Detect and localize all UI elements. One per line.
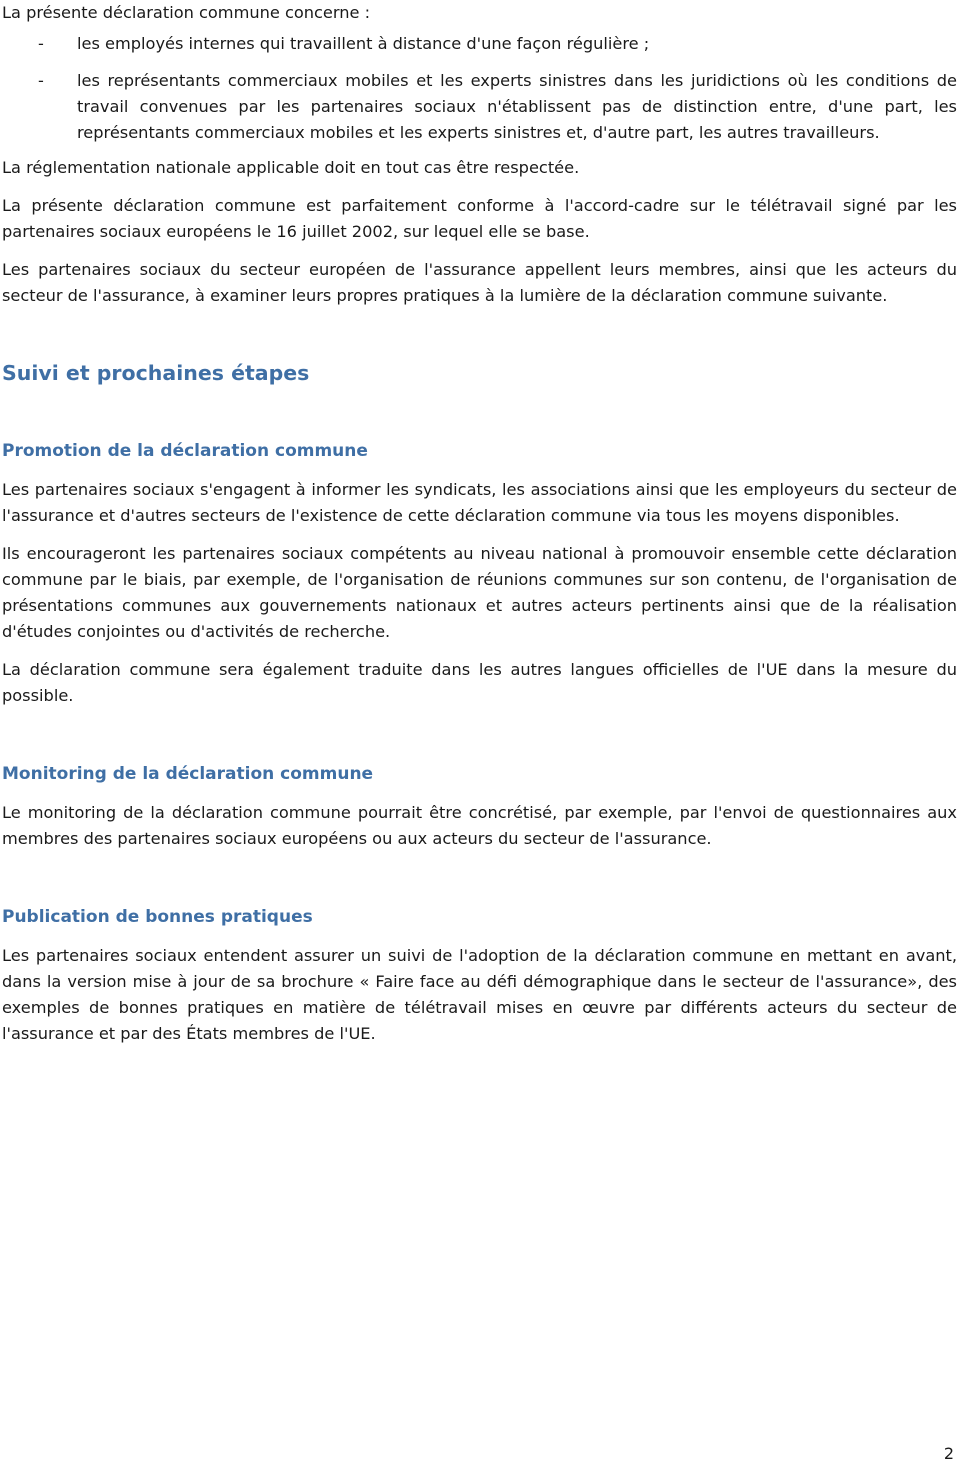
document-body [2, 0, 957, 1047]
list-bullet: - [38, 34, 44, 53]
list-item [2, 31, 957, 57]
list-bullet: - [38, 71, 44, 90]
scope-list [2, 31, 957, 146]
subsection-heading: Promotion de la déclaration commune [2, 441, 368, 461]
section-heading: Suivi et prochaines étapes [2, 361, 310, 385]
page-number: 2 [943, 1444, 954, 1463]
paragraph: Les partenaires sociaux du secteur européen de l'assurance appellent leurs membres, ainsi que les acteurs du secteur de l'assurance, à examiner leurs propres pratiques à la lumière de la déclaration commune suivante. [2, 260, 957, 305]
list-item [2, 68, 957, 146]
paragraph: La déclaration commune sera également traduite dans les autres langues officielles de l'UE dans la mesure du possible. [2, 660, 957, 705]
paragraph: La réglementation nationale applicable doit en tout cas être respectée. [2, 158, 580, 177]
list-item-text: les employés internes qui travaillent à distance d'une façon régulière ; [77, 34, 650, 53]
paragraph: Les partenaires sociaux s'engagent à informer les syndicats, les associations ainsi que les employeurs du secteur de l'assurance et d'autres secteurs de l'existence de cette déclaration commune via tous les moyens disponibles. [2, 480, 957, 525]
paragraph: Le monitoring de la déclaration commune pourrait être concrétisé, par exemple, par l'envoi de questionnaires aux membres des partenaires sociaux européens ou aux acteurs du secteur de l'assurance. [2, 803, 957, 848]
intro-text: La présente déclaration commune concerne : [2, 3, 371, 22]
paragraph: Ils encourageront les partenaires sociaux compétents au niveau national à promouvoir ensemble cette déclaration commune par le biais, par exemple, de l'organisation de réunions communes sur son contenu, de l'organisation de présentations communes aux gouvernements nationaux et autres acteurs pertinents ainsi que de la réalisation d'études conjointes ou d'activités de recherche. [2, 544, 957, 641]
subsection-heading: Monitoring de la déclaration commune [2, 764, 374, 784]
paragraph: La présente déclaration commune est parfaitement conforme à l'accord-cadre sur le télétravail signé par les partenaires sociaux européens le 16 juillet 2002, sur lequel elle se base. [2, 196, 957, 241]
subsection-heading: Publication de bonnes pratiques [2, 907, 313, 927]
list-item-text: les représentants commerciaux mobiles et les experts sinistres dans les juridictions où les conditions de travail convenues par les partenaires sociaux n'établissent pas de distinction entre, d'une part, les représentants commerciaux mobiles et les experts sinistres et, d'autre part, les autres travailleurs. [77, 71, 957, 142]
paragraph: Les partenaires sociaux entendent assurer un suivi de l'adoption de la déclaration commune en mettant en avant, dans la version mise à jour de sa brochure « Faire face au défi démographique dans le secteur de l'assurance», des exemples de bonnes pratiques en matière de télétravail mises en œuvre par différents acteurs du secteur de l'assurance et par des États membres de l'UE. [2, 946, 957, 1043]
